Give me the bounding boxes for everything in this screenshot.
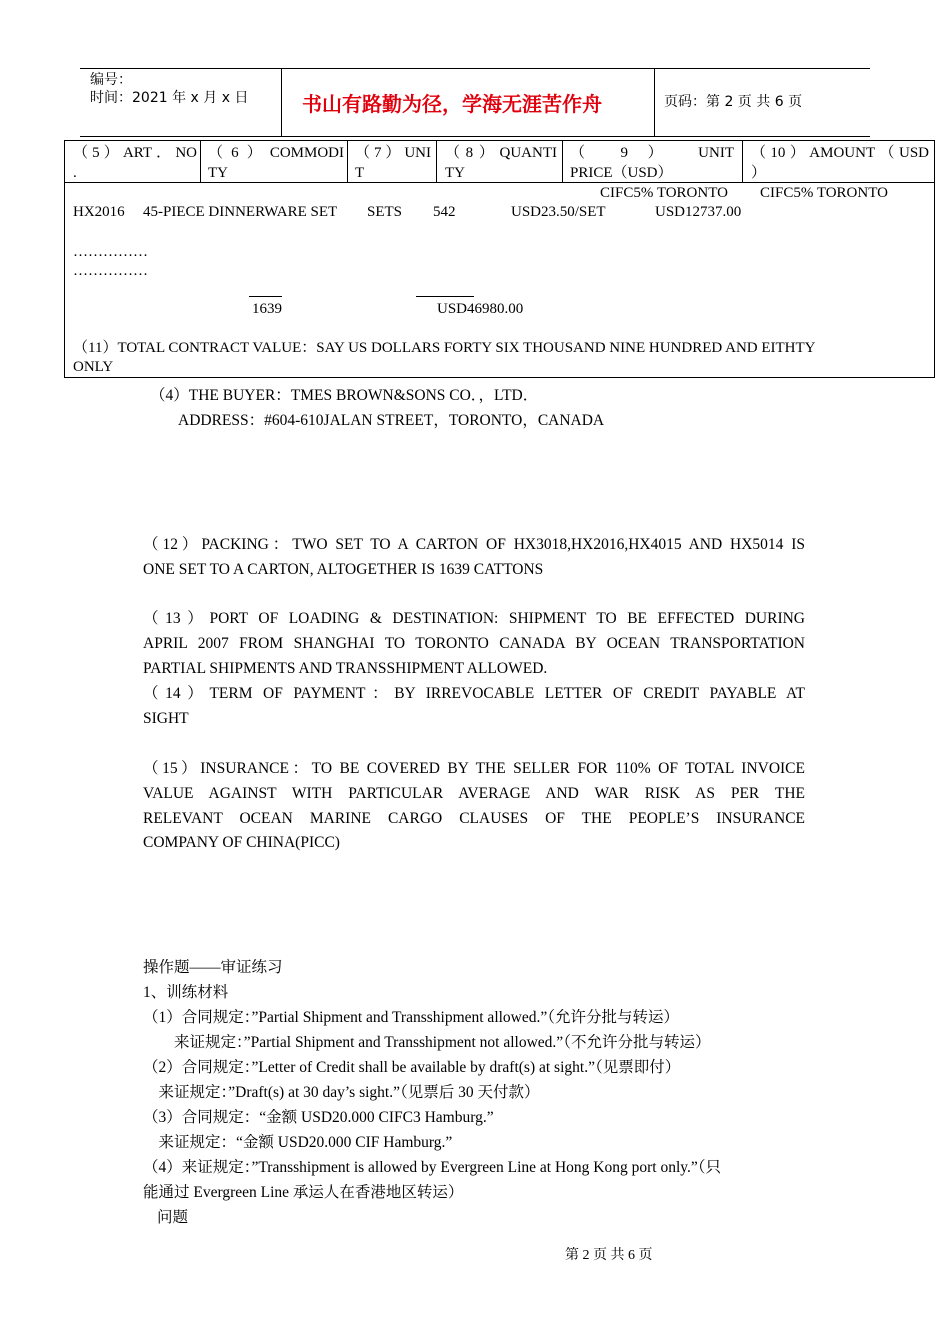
column-header-unit: （7）UNI T (355, 145, 431, 181)
insurance-clause: （15）INSURANCE：TO BE COVERED BY THE SELLER FOR 110% OF TOTAL INVOICE VALUE AGAINST WITH PARTICULAR AVERAGE AND WAR RISK AS PER THE RELEVANT OCEAN MARINE CARGO CLAUSES OF THE PEOPLE’S INSURANCE COMPANY OF CHINA(PICC) (143, 760, 805, 852)
exercise-title: 操作题——审证练习 (143, 959, 283, 976)
payment-clause: （14）TERM OF PAYMENT：BY IRREVOCABLE LETTER OF CREDIT PAYABLE AT SIGHT (143, 685, 805, 727)
header-bottom-rule (80, 136, 870, 137)
page-indicator: 页码：第 2 页 共 6 页 (664, 94, 803, 110)
cell-unit: SETS (367, 204, 403, 220)
price-term: CIFC5% TORONTO (600, 185, 728, 201)
total-quantity: 1639 (252, 301, 282, 317)
column-header-art-no: （5）ART．NO . (73, 145, 197, 181)
document-date-label: 时间：2021 年 x 月 x 日 (90, 90, 249, 106)
cell-commodity: 45-PIECE DINNERWARE SET (143, 204, 338, 220)
table-row (65, 203, 934, 223)
cell-art-no: HX2016 (73, 204, 125, 220)
header-top-rule (80, 68, 870, 69)
column-header-commodity: （6）COMMODI TY (208, 145, 344, 181)
total-amount-rule (416, 296, 474, 297)
header-motto: 书山有路勤为径，学海无涯苦作舟 (302, 92, 602, 116)
table-header-row (65, 141, 934, 183)
total-amount: USD46980.00 (437, 301, 524, 317)
total-contract-value-line-2: ONLY (73, 359, 114, 375)
ellipsis-row-1: …………… (73, 244, 148, 260)
cell-quantity: 542 (433, 204, 456, 220)
exercise-item: 来证规定：”Draft(s) at 30 day’s sight.”（见票后 30 天付款） (143, 1084, 540, 1101)
column-header-amount: （10）AMOUNT（USD ） (751, 145, 929, 181)
document-number-label: 编号： (90, 72, 132, 88)
exercise-item: （4）来证规定：”Transshipment is allowed by Evergreen Line at Hong Kong port only.”（只 (143, 1159, 722, 1176)
packing-clause: （12）PACKING：TWO SET TO A CARTON OF HX3018,HX2016,HX4015 AND HX5014 IS ONE SET TO A CARTON, ALTOGETHER IS 1639 CATTONS (143, 536, 805, 578)
exercise-question: 问题 (157, 1209, 189, 1226)
header-divider-right (654, 69, 655, 136)
page-footer: 第 2 页 共 6 页 (565, 1248, 653, 1263)
total-quantity-rule (249, 296, 282, 297)
header-divider-left (281, 69, 282, 136)
cell-amount: USD12737.00 (655, 204, 742, 220)
total-contract-value-line-1: （11）TOTAL CONTRACT VALUE：SAY US DOLLARS FORTY SIX THOUSAND NINE HUNDRED AND EITHTY (73, 340, 816, 356)
exercise-item: 来证规定：“金额 USD20.000 CIF Hamburg.” (143, 1134, 453, 1151)
amount-term: CIFC5% TORONTO (760, 185, 888, 201)
exercise-item: 来证规定：”Partial Shipment and Transshipment not allowed.”（不允许分批与转运） (143, 1034, 711, 1051)
buyer-address: ADDRESS：#604-610JALAN STREET，TORONTO，CANADA (178, 412, 605, 429)
exercise-item: （1）合同规定：”Partial Shipment and Transshipment allowed.”（允许分批与转运） (143, 1009, 680, 1026)
column-header-unit-price: （ 9 ） UNIT PRICE（USD） (570, 145, 734, 181)
exercise-item: 能通过 Evergreen Line 承运人在香港地区转运） (143, 1184, 464, 1201)
exercise-subtitle: 1、训练材料 (143, 984, 229, 1001)
column-header-quantity: （8）QUANTI TY (445, 145, 557, 181)
port-clause: （13）PORT OF LOADING & DESTINATION: SHIPMENT TO BE EFFECTED DURING APRIL 2007 FROM SHANGHAI TO TORONTO CANADA BY OCEAN TRANSPORTATION PARTIAL SHIPMENTS AND TRANSSHIPMENT ALLOWED. (143, 610, 805, 677)
exercise-item: （2）合同规定：”Letter of Credit shall be available by draft(s) at sight.”（见票即付） (143, 1059, 681, 1076)
cell-unit-price: USD23.50/SET (511, 204, 606, 220)
buyer-name: （4）THE BUYER：TMES BROWN&SONS CO．，LTD． (150, 387, 539, 404)
contract-goods-table (64, 140, 935, 378)
ellipsis-row-2: …………… (73, 263, 148, 279)
exercise-item: （3）合同规定：“金额 USD20.000 CIFC3 Hamburg.” (143, 1109, 494, 1126)
